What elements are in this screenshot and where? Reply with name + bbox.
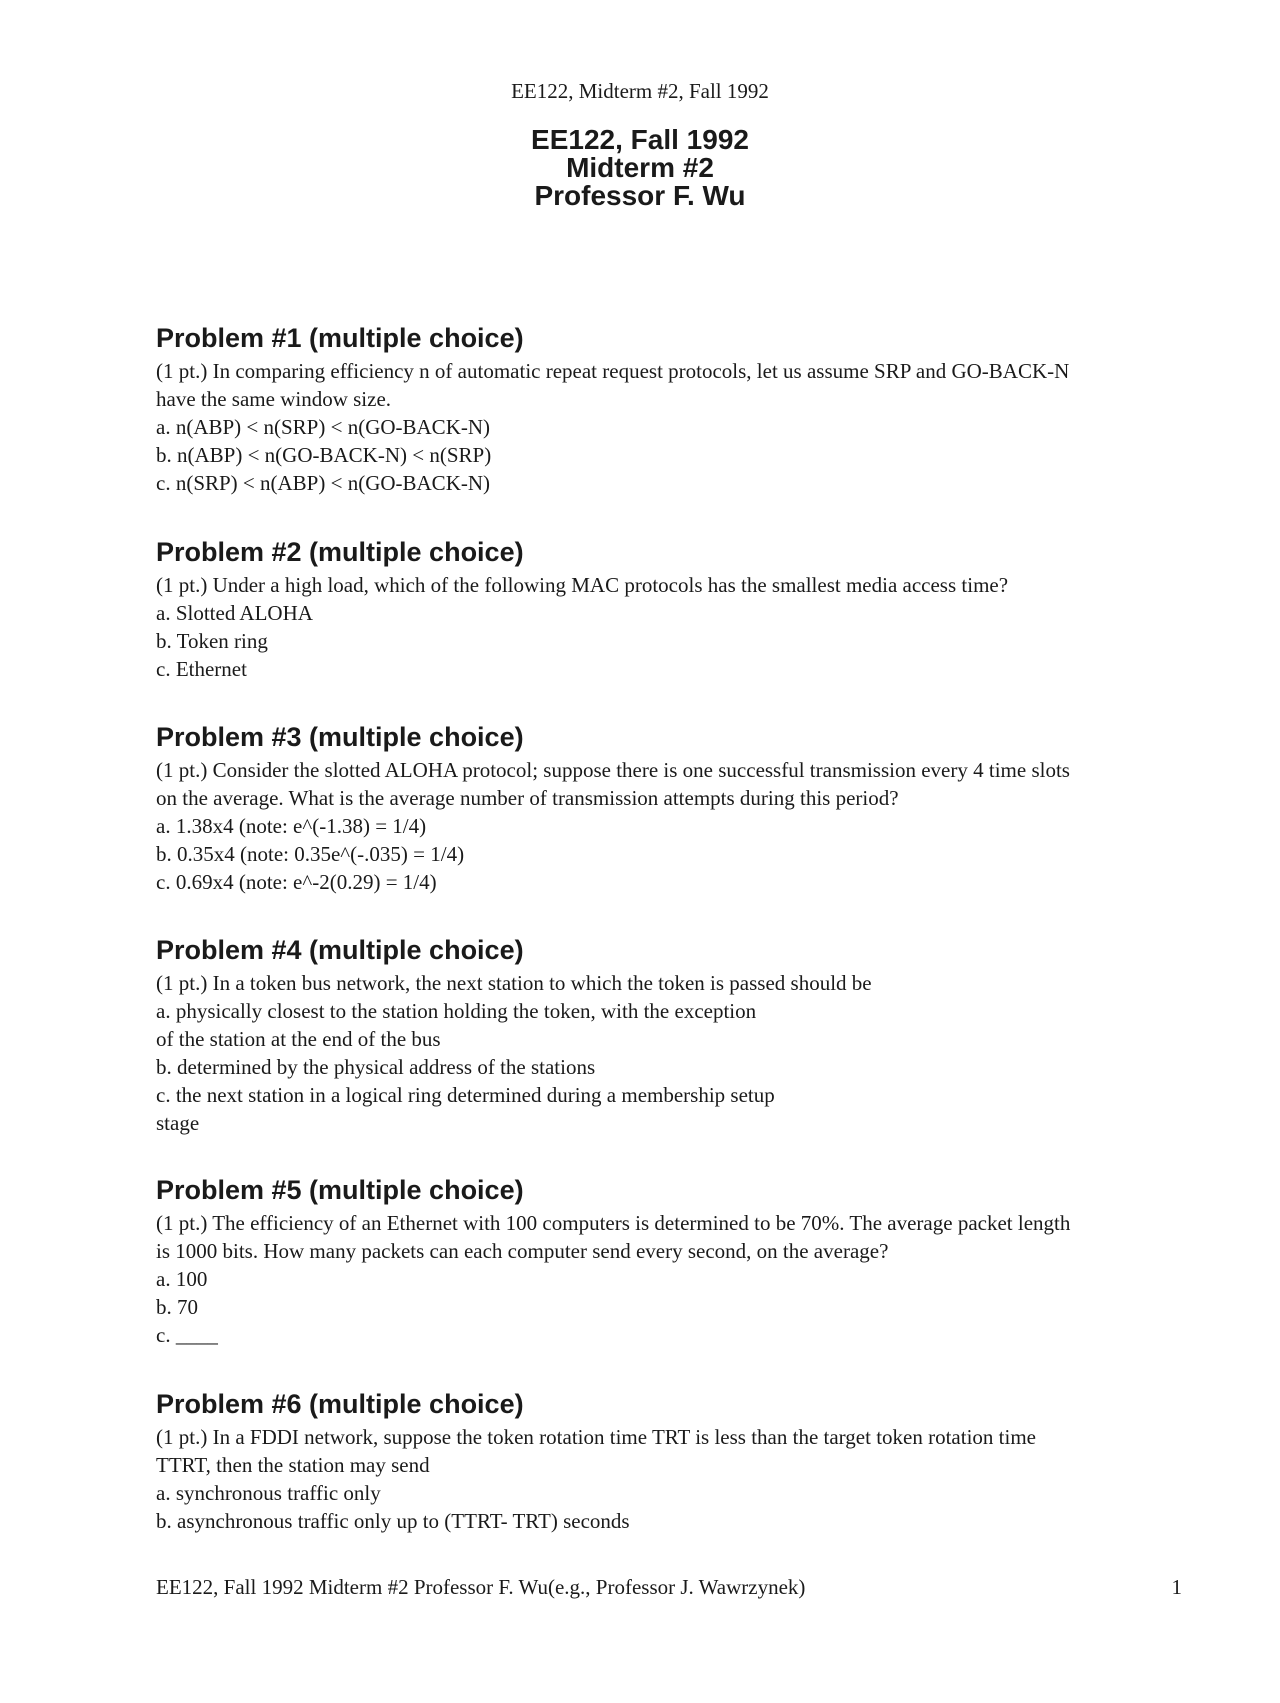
problem-heading: Problem #6 (multiple choice) [156, 1389, 524, 1419]
problem-3 [156, 722, 1176, 896]
problem-heading: Problem #2 (multiple choice) [156, 537, 524, 567]
choice-c: c. 0.69x4 (note: e^-2(0.29) = 1/4) [156, 870, 437, 894]
problem-5 [156, 1175, 1176, 1349]
problem-body [156, 1423, 1176, 1535]
choice-a: a. synchronous traffic only [156, 1481, 381, 1505]
problem-heading: Problem #4 (multiple choice) [156, 935, 524, 965]
choice-c: c. n(SRP) < n(ABP) < n(GO-BACK-N) [156, 471, 491, 495]
problem-body [156, 756, 1176, 896]
title-block [0, 126, 1280, 210]
problem-line: (1 pt.) In a token bus network, the next station to which the token is passed should be [156, 971, 872, 995]
choice-b: b. 70 [156, 1295, 198, 1319]
problem-heading: Problem #3 (multiple choice) [156, 722, 524, 752]
choice-a: a. Slotted ALOHA [156, 601, 313, 625]
problem-4 [156, 935, 1176, 1137]
problem-line: (1 pt.) In a FDDI network, suppose the token rotation time TRT is less than the target token rotation time [156, 1425, 1037, 1449]
problem-2 [156, 537, 1176, 683]
choice-a: a. physically closest to the station holding the token, with the exception [156, 999, 757, 1023]
choice-c: c. ____ [156, 1323, 218, 1347]
exam-title: Midterm #2 [566, 152, 714, 183]
problem-line: (1 pt.) Under a high load, which of the following MAC protocols has the smallest media access time? [156, 573, 1009, 597]
choice-b: b. n(ABP) < n(GO-BACK-N) < n(SRP) [156, 443, 492, 467]
running-header: EE122, Midterm #2, Fall 1992 [511, 79, 769, 103]
choice-b: b. 0.35x4 (note: 0.35e^(-.035) = 1/4) [156, 842, 465, 866]
choice-a: a. 100 [156, 1267, 208, 1291]
problem-line: (1 pt.) The efficiency of an Ethernet with 100 computers is determined to be 70%. The average packet length [156, 1211, 1071, 1235]
problem-body [156, 357, 1176, 497]
choice-b: b. asynchronous traffic only up to (TTRT- TRT) seconds [156, 1509, 630, 1533]
choice-a: a. n(ABP) < n(SRP) < n(GO-BACK-N) [156, 415, 491, 439]
choice-b: b. determined by the physical address of the stations [156, 1055, 596, 1079]
choice-c: c. the next station in a logical ring determined during a membership setup [156, 1083, 775, 1107]
problem-line: have the same window size. [156, 387, 392, 411]
footer-text: EE122, Fall 1992 Midterm #2 Professor F. Wu(e.g., Professor J. Wawrzynek) [156, 1575, 806, 1599]
page-number: 1 [1171, 1575, 1182, 1599]
problem-line: (1 pt.) Consider the slotted ALOHA protocol; suppose there is one successful transmission every 4 time slots [156, 758, 1070, 782]
problem-line: TTRT, then the station may send [156, 1453, 430, 1477]
problem-6 [156, 1389, 1176, 1535]
choice-c-continued: stage [156, 1111, 200, 1135]
course-title: EE122, Fall 1992 [531, 124, 749, 155]
choice-a: a. 1.38x4 (note: e^(-1.38) = 1/4) [156, 814, 427, 838]
choice-b: b. Token ring [156, 629, 268, 653]
professor-title: Professor F. Wu [534, 180, 746, 211]
problem-line: on the average. What is the average number of transmission attempts during this period? [156, 786, 899, 810]
choice-c: c. Ethernet [156, 657, 247, 681]
problem-line: (1 pt.) In comparing efficiency n of automatic repeat request protocols, let us assume SRP and GO-BACK-N [156, 359, 1070, 383]
problem-body [156, 571, 1176, 683]
problem-heading: Problem #1 (multiple choice) [156, 323, 524, 353]
problem-body [156, 969, 1176, 1137]
problem-body [156, 1209, 1176, 1349]
problem-line: is 1000 bits. How many packets can each computer send every second, on the average? [156, 1239, 889, 1263]
choice-a-continued: of the station at the end of the bus [156, 1027, 441, 1051]
problem-heading: Problem #5 (multiple choice) [156, 1175, 524, 1205]
problem-1 [156, 323, 1176, 497]
